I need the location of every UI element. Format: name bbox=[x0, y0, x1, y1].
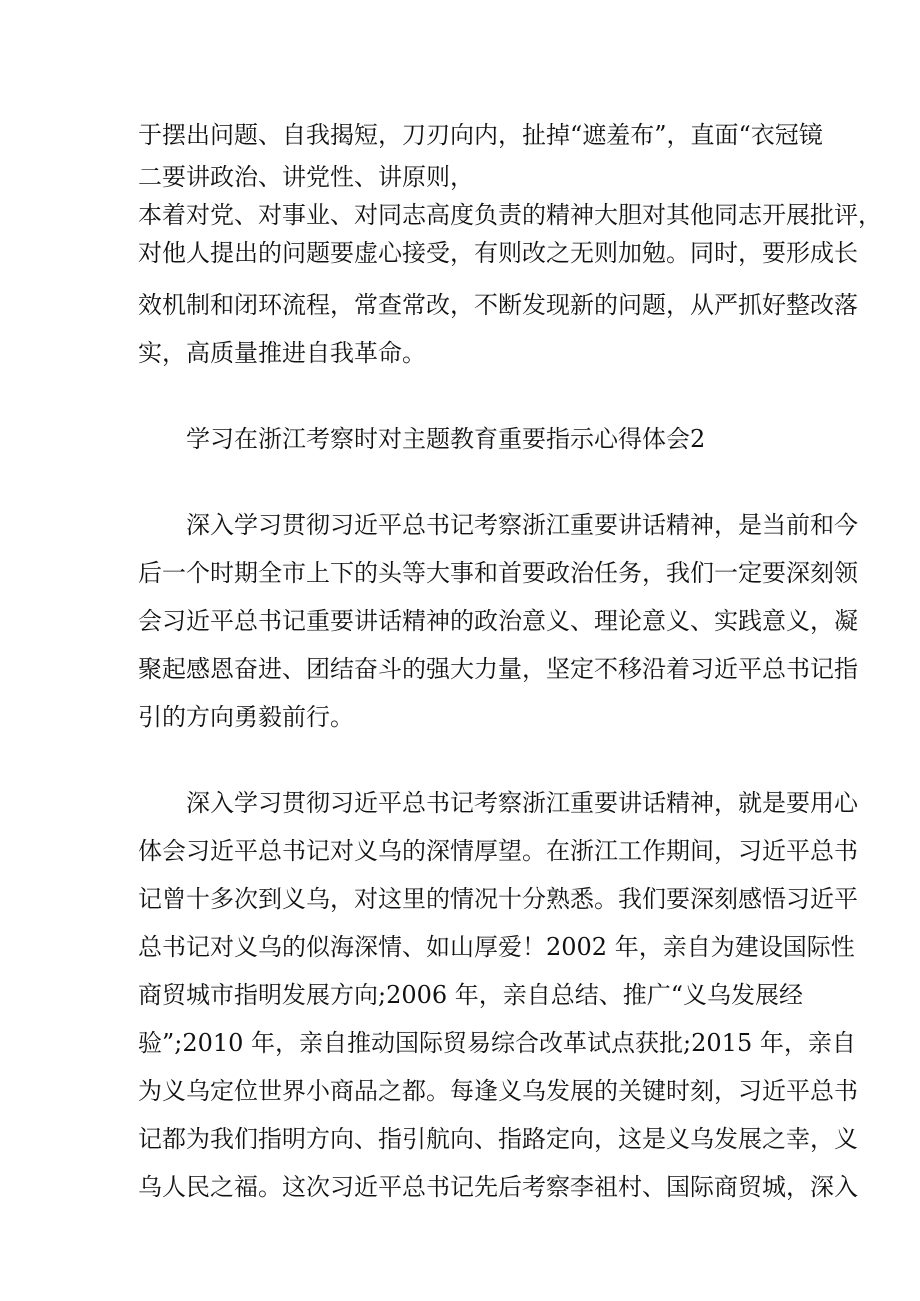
text-line: 后一个时期全市上下的头等大事和首要政治任务，我们一定要深刻领 bbox=[138, 559, 858, 587]
text-line: 实，高质量推进自我革命。 bbox=[138, 339, 426, 367]
text-line: 体会习近平总书记对义乌的深情厚望。在浙江工作期间，习近平总书 bbox=[138, 837, 858, 865]
text-line: 总书记对义乌的似海深情、如山厚爱！2002 年，亲自为建设国际性 bbox=[138, 933, 855, 961]
text-line: 效机制和闭环流程，常查常改，不断发现新的问题，从严抓好整改落 bbox=[138, 291, 858, 319]
text-line: 乌人民之福。这次习近平总书记先后考察李祖村、国际商贸城，深入 bbox=[138, 1173, 858, 1201]
text-line: 深入学习贯彻习近平总书记考察浙江重要讲话精神，就是要用心 bbox=[186, 789, 858, 817]
text-line: 会习近平总书记重要讲话精神的政治意义、理论意义、实践意义，凝 bbox=[138, 607, 858, 635]
text-line: 记曾十多次到义乌，对这里的情况十分熟悉。我们要深刻感悟习近平 bbox=[138, 885, 858, 913]
text-line: 聚起感恩奋进、团结奋斗的强大力量，坚定不移沿着习近平总书记指 bbox=[138, 655, 858, 683]
text-line: 深入学习贯彻习近平总书记考察浙江重要讲话精神，是当前和今 bbox=[186, 511, 858, 539]
text-line: 本着对党、对事业、对同志高度负责的精神大胆对其他同志开展批评， bbox=[138, 201, 882, 229]
text-line: 记都为我们指明方向、指引航向、指路定向，这是义乌发展之幸，义 bbox=[138, 1125, 858, 1153]
text-line: 引的方向勇毅前行。 bbox=[138, 703, 354, 731]
text-line: 于摆出问题、自我揭短，刀刃向内，扯掉“遮羞布”，直面“衣冠镜 bbox=[138, 121, 823, 149]
text-line: 为义乌定位世界小商品之都。每逢义乌发展的关键时刻，习近平总书 bbox=[138, 1077, 858, 1105]
section-heading: 学习在浙江考察时对主题教育重要指示心得体会2 bbox=[186, 425, 706, 453]
text-line: 二要讲政治、讲党性、讲原则， bbox=[138, 163, 474, 191]
text-line: 对他人提出的问题要虚心接受，有则改之无则加勉。同时，要形成长 bbox=[138, 239, 858, 267]
text-line: 验”;2010 年，亲自推动国际贸易综合改革试点获批;2015 年，亲自 bbox=[138, 1029, 856, 1057]
text-line: 商贸城市指明发展方向;2006 年，亲自总结、推广“义乌发展经 bbox=[138, 981, 804, 1009]
